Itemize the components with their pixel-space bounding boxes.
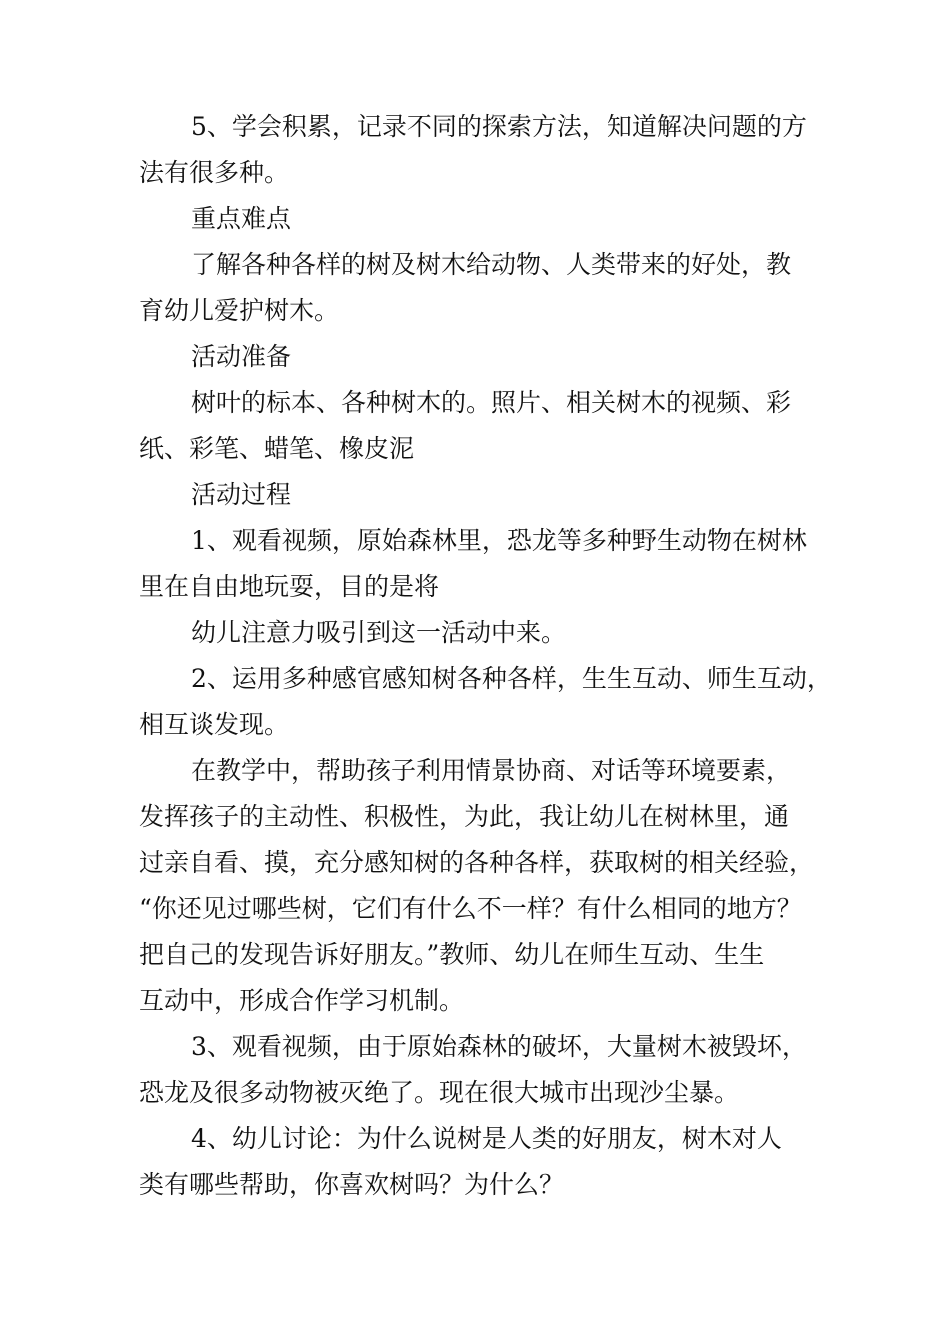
- step-1-continuation: 幼儿注意力吸引到这一活动中来。: [191, 618, 567, 647]
- preparation-line-2: 纸、彩笔、蜡笔、橡皮泥: [139, 434, 415, 463]
- teaching-note-line-6: 互动中，形成合作学习机制。: [139, 986, 465, 1015]
- step-2-line-2: 相互谈发现。: [139, 710, 290, 739]
- step-3-line-2: 恐龙及很多动物被灭绝了。现在很大城市出现沙尘暴。: [139, 1078, 740, 1107]
- step-4-line-1: 4、幼儿讨论：为什么说树是人类的好朋友，树木对人: [191, 1124, 782, 1153]
- step-3-line-1: 3、观看视频，由于原始森林的破坏，大量树木被毁坏，: [191, 1032, 807, 1061]
- teaching-note-line-4: “你还见过哪些树，它们有什么不一样？有什么相同的地方？: [139, 894, 802, 923]
- teaching-note-line-1: 在教学中，帮助孩子利用情景协商、对话等环境要素，: [191, 756, 792, 785]
- key-points-heading: 重点难点: [191, 204, 292, 233]
- key-points-line-1: 了解各种各样的树及树木给动物、人类带来的好处，教: [191, 250, 792, 279]
- teaching-note-line-2: 发挥孩子的主动性、积极性，为此，我让幼儿在树林里，通: [139, 802, 790, 831]
- preparation-heading: 活动准备: [191, 342, 292, 371]
- preparation-line-1: 树叶的标本、各种树木的。照片、相关树木的视频、彩: [191, 388, 792, 417]
- step-1-line-1: 1、观看视频，原始森林里，恐龙等多种野生动物在树林: [191, 526, 807, 555]
- step-2-line-1: 2、运用多种感官感知树各种各样，生生互动、师生互动，: [191, 664, 832, 693]
- step-4-line-2: 类有哪些帮助，你喜欢树吗？为什么？: [139, 1170, 565, 1199]
- key-points-line-2: 育幼儿爱护树木。: [139, 296, 340, 325]
- step-1-line-2: 里在自由地玩耍，目的是将: [139, 572, 440, 601]
- goal-5-line-2: 法有很多种。: [139, 158, 290, 187]
- goal-5-line-1: 5、学会积累，记录不同的探索方法，知道解决问题的方: [191, 112, 807, 141]
- process-heading: 活动过程: [191, 480, 292, 509]
- teaching-note-line-3: 过亲自看、摸，充分感知树的各种各样，获取树的相关经验，: [139, 848, 815, 877]
- teaching-note-line-5: 把自己的发现告诉好朋友。”教师、幼儿在师生互动、生生: [139, 940, 765, 969]
